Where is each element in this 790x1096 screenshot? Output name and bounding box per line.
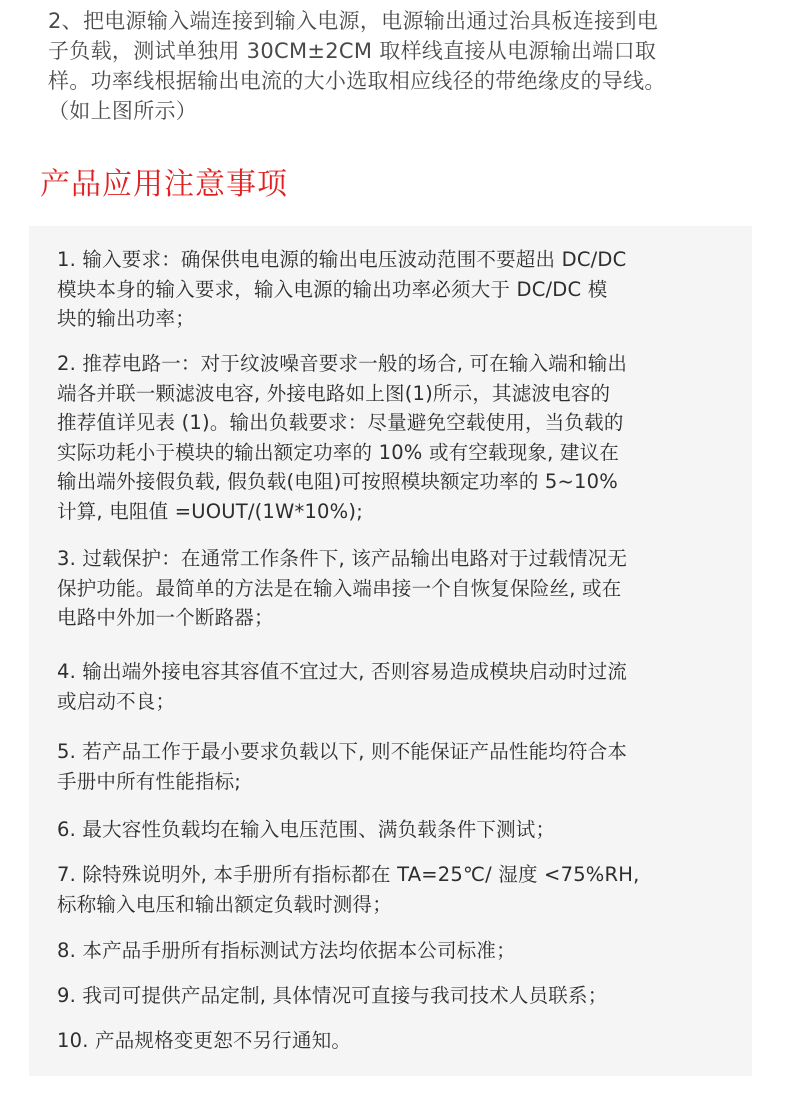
note-line: 保护功能。最简单的方法是在输入端串接一个自恢复保险丝, 或在 bbox=[57, 576, 622, 600]
intro-line: 子负载，测试单独用 30CM±2CM 取样线直接从电源输出端口取 bbox=[48, 39, 657, 63]
note-item-4 bbox=[57, 657, 627, 716]
note-line: 模块本身的输入要求，输入电源的输出功率必须大于 DC/DC 模 bbox=[57, 277, 608, 301]
note-line: 4. 输出端外接电容其容值不宜过大, 否则容易造成模块启动时过流 bbox=[57, 660, 628, 683]
note-item-8 bbox=[57, 936, 516, 966]
note-item-3 bbox=[57, 544, 627, 633]
note-line: 端各并联一颗滤波电容, 外接电路如上图(1)所示，其滤波电容的 bbox=[57, 381, 611, 405]
intro-line: 2、把电源输入端连接到输入电源，电源输出通过治具板连接到电 bbox=[48, 9, 659, 33]
note-line: 8. 本产品手册所有指标测试方法均依据本公司标准； bbox=[57, 939, 516, 962]
note-line: 计算, 电阻值 =UOUT/(1W*10%); bbox=[57, 499, 363, 523]
note-line: 或启动不良； bbox=[57, 689, 176, 713]
note-line: 3. 过载保护：在通常工作条件下, 该产品输出电路对于过载情况无 bbox=[57, 547, 628, 570]
intro-paragraph bbox=[48, 6, 758, 126]
intro-line: 样。功率线根据输出电流的大小选取相应线径的带绝缘皮的导线。 bbox=[48, 69, 666, 93]
note-item-9 bbox=[57, 981, 607, 1011]
note-line: 6. 最大容性负载均在输入电压范围、满负载条件下测试； bbox=[57, 818, 556, 841]
note-item-7 bbox=[57, 860, 640, 919]
note-line: 电路中外加一个断路器； bbox=[57, 606, 274, 629]
section-title: 产品应用注意事项 bbox=[40, 167, 288, 202]
note-line: 9. 我司可提供产品定制, 具体情况可直接与我司技术人员联系； bbox=[57, 984, 608, 1007]
note-line: 块的输出功率； bbox=[57, 307, 195, 330]
intro-line: （如上图所示） bbox=[48, 99, 198, 123]
note-line: 推荐值详见表 (1)。输出负载要求：尽量避免空载使用，当负载的 bbox=[57, 411, 624, 434]
note-line: 2. 推荐电路一：对于纹波噪音要求一般的场合, 可在输入端和输出 bbox=[57, 352, 628, 375]
note-line: 实际功耗小于模块的输出额定功率的 10% 或有空载现象, 建议在 bbox=[57, 440, 620, 464]
note-item-1 bbox=[57, 245, 626, 334]
notes-panel bbox=[29, 226, 752, 1076]
note-item-6 bbox=[57, 815, 555, 845]
note-line: 10. 产品规格变更恕不另行通知。 bbox=[57, 1029, 352, 1052]
note-line: 输出端外接假负载, 假负载(电阻)可按照模块额定功率的 5~10% bbox=[57, 470, 618, 493]
note-item-5 bbox=[57, 737, 627, 796]
note-item-2 bbox=[57, 349, 627, 526]
note-item-10 bbox=[57, 1026, 351, 1056]
note-line: 手册中所有性能指标; bbox=[57, 769, 242, 793]
note-line: 标称输入电压和输出额定负载时测得； bbox=[57, 892, 392, 916]
note-line: 1. 输入要求：确保供电电源的输出电压波动范围不要超出 DC/DC bbox=[57, 248, 627, 271]
note-line: 7. 除特殊说明外, 本手册所有指标都在 TA=25℃/ 湿度 <75%RH, bbox=[57, 863, 640, 886]
note-line: 5. 若产品工作于最小要求负载以下, 则不能保证产品性能均符合本 bbox=[57, 740, 628, 763]
